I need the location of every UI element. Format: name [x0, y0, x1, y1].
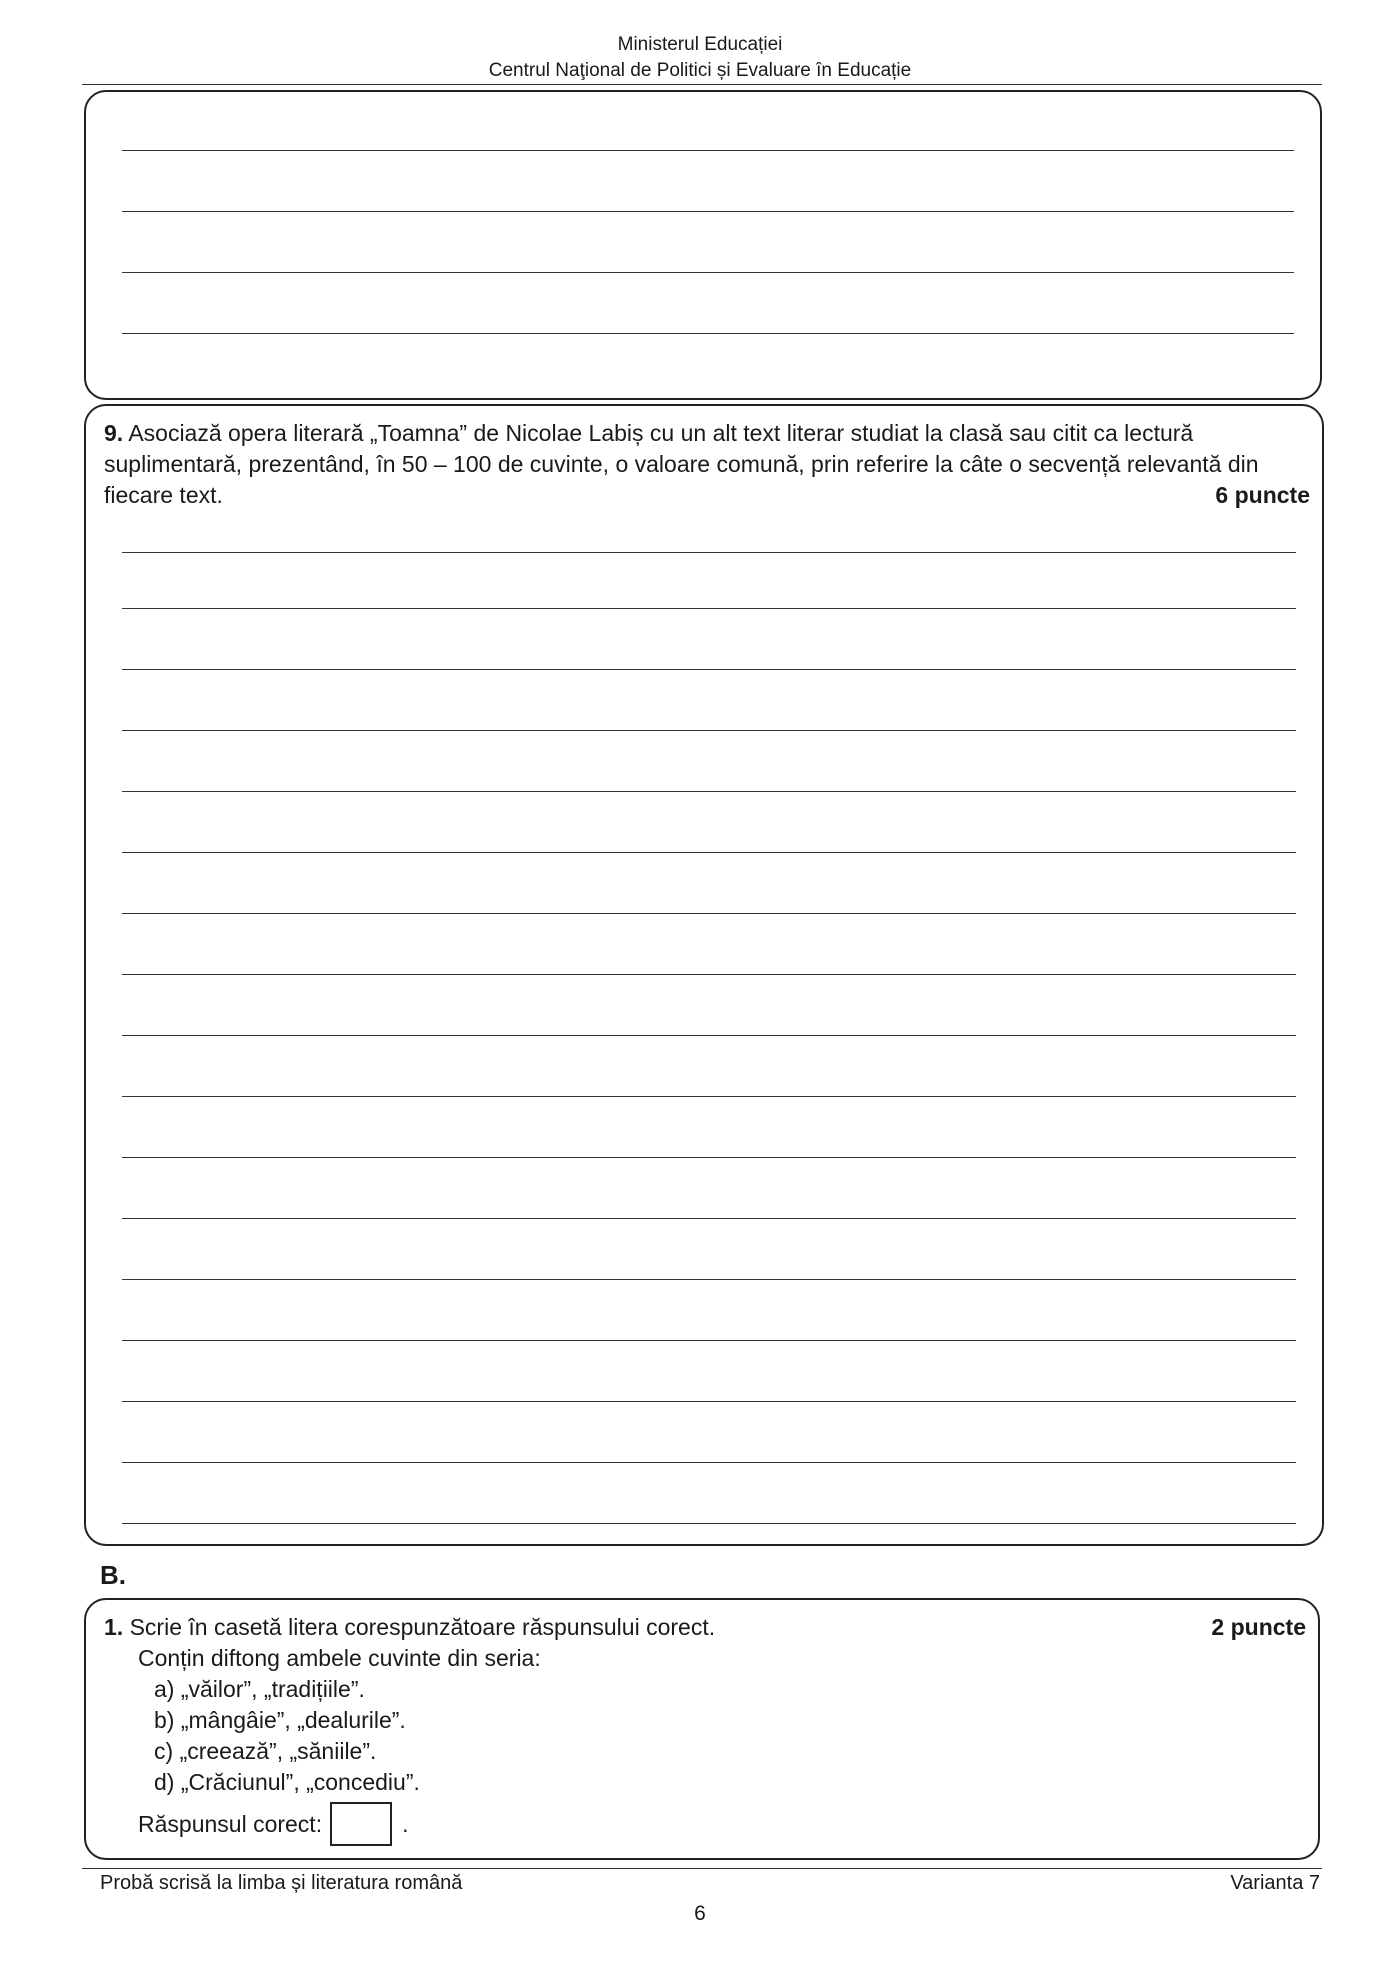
page-header	[0, 32, 1400, 84]
answer-line[interactable]	[122, 1340, 1296, 1341]
question-1-stem: Conțin diftong ambele cuvinte din seria:	[138, 1645, 541, 1671]
question-9-prompt: Asociază opera literară „Toamna” de Nicolae Labiș cu un alt text literar studiat la clasă sau citit ca lectură suplimentară, prezentând, în 50 – 100 de cuvinte, o valoare comună, prin referire la câte o secvență relevantă din fiecare text.	[104, 420, 1259, 508]
answer-line	[122, 272, 1294, 273]
answer-input-box[interactable]	[330, 1802, 392, 1846]
answer-line[interactable]	[122, 1279, 1296, 1280]
answer-line[interactable]	[122, 791, 1296, 792]
question-1-header	[104, 1612, 1306, 1643]
question-1-number: 1.	[104, 1614, 124, 1640]
footer-divider	[82, 1868, 1322, 1869]
answer-line[interactable]	[122, 1035, 1296, 1036]
option-letter: c)	[154, 1738, 174, 1764]
answer-suffix: .	[402, 1810, 409, 1837]
option-letter: b)	[154, 1707, 175, 1733]
option-b	[154, 1705, 406, 1736]
section-b-label: B.	[100, 1560, 126, 1590]
answer-line[interactable]	[122, 730, 1296, 731]
question-9-points: 6 puncte	[1215, 482, 1310, 508]
answer-line[interactable]	[122, 1462, 1296, 1463]
option-letter: a)	[154, 1676, 175, 1702]
question-1-instruction: Scrie în casetă litera corespunzătoare răspunsului corect.	[129, 1614, 716, 1640]
question-9-number: 9.	[104, 420, 124, 446]
question-9-text	[104, 418, 1310, 511]
answer-line[interactable]	[122, 552, 1296, 553]
answer-line	[122, 211, 1294, 212]
header-ministry: Ministerul Educației	[617, 34, 783, 55]
answer-line[interactable]	[122, 852, 1296, 853]
option-d	[154, 1767, 420, 1798]
footer-variant: Varianta 7	[1230, 1872, 1320, 1894]
option-letter: d)	[154, 1769, 175, 1795]
answer-line[interactable]	[122, 974, 1296, 975]
page-number: 6	[694, 1902, 706, 1925]
answer-line	[122, 333, 1294, 334]
answer-line[interactable]	[122, 1401, 1296, 1402]
option-text: „creează”, „săniile”.	[179, 1738, 377, 1764]
answer-line[interactable]	[122, 669, 1296, 670]
answer-line[interactable]	[122, 1157, 1296, 1158]
answer-line[interactable]	[122, 608, 1296, 609]
footer-exam-title: Probă scrisă la limba și literatura română	[100, 1872, 463, 1894]
answer-row	[138, 1802, 408, 1846]
question-1-box	[84, 1598, 1320, 1860]
question-1-points: 2 puncte	[1211, 1614, 1306, 1640]
option-a	[154, 1674, 365, 1705]
answer-label: Răspunsul corect:	[138, 1810, 323, 1837]
answer-line[interactable]	[122, 1523, 1296, 1524]
answer-box-continued[interactable]	[84, 90, 1322, 400]
option-text: „Crăciunul”, „concediu”.	[180, 1769, 420, 1795]
option-text: „văilor”, „tradițiile”.	[180, 1676, 365, 1702]
header-center: Centrul Naţional de Politici și Evaluare în Educație	[488, 60, 912, 81]
header-divider	[82, 84, 1322, 85]
question-9-box	[84, 404, 1324, 1546]
answer-line[interactable]	[122, 1096, 1296, 1097]
answer-line[interactable]	[122, 1218, 1296, 1219]
answer-line	[122, 150, 1294, 151]
option-c	[154, 1736, 376, 1767]
option-text: „mângâie”, „dealurile”.	[180, 1707, 406, 1733]
answer-line[interactable]	[122, 913, 1296, 914]
